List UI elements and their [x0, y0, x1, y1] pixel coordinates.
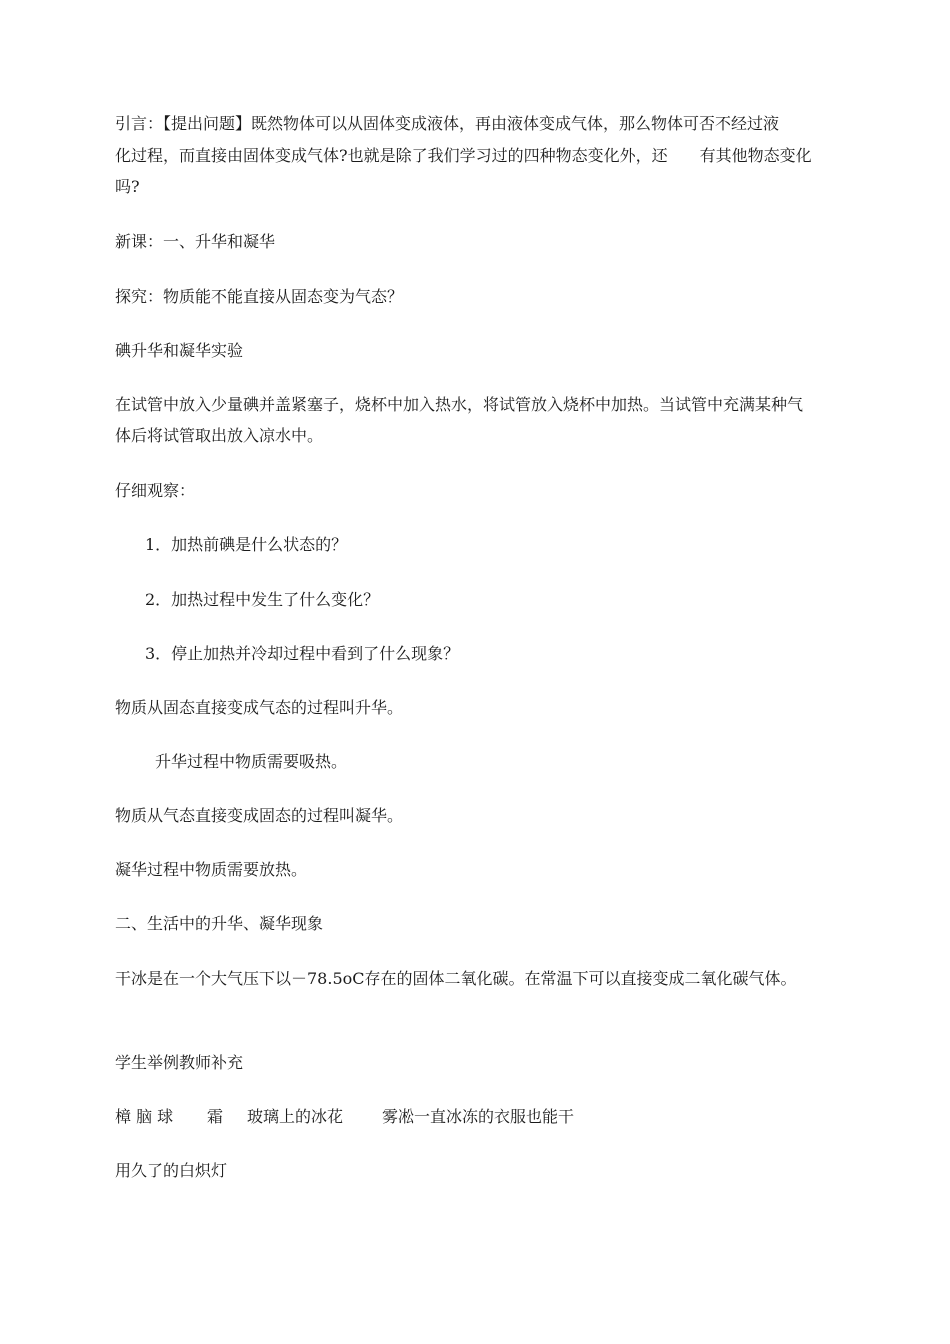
examples-intro: 学生举例教师补充 [115, 1053, 244, 1072]
question-1: 1．加热前碘是什么状态的？ [145, 535, 348, 554]
experiment-title: 碘升华和凝华实验 [115, 341, 244, 360]
deposition-definition: 物质从气态直接变成固态的过程叫凝华。 [115, 806, 404, 825]
sublimation-heat: 升华过程中物质需要吸热。 [155, 752, 348, 771]
deposition-heat: 凝华过程中物质需要放热。 [115, 860, 308, 879]
new-lesson-heading: 新课：一、升华和凝华 [115, 232, 276, 251]
observe-heading: 仔细观察： [115, 481, 196, 500]
example-item: 霜 [207, 1107, 224, 1126]
examples-list [115, 1102, 574, 1132]
question-2: 2．加热过程中发生了什么变化？ [145, 590, 380, 609]
procedure-line-2: 体后将试管取出放入凉水中。 [115, 426, 324, 445]
lamp-example: 用久了的白炽灯 [115, 1161, 228, 1180]
example-item: 玻璃上的冰花 [247, 1107, 344, 1126]
procedure-line-1: 在试管中放入少量碘并盖紧塞子，烧杯中加入热水，将试管放入烧杯中加热。当试管中充满某种气 [115, 395, 804, 414]
intro-line-3: 吗? [115, 177, 140, 196]
section-2-heading: 二、生活中的升华、凝华现象 [115, 914, 324, 933]
question-3: 3．停止加热并冷却过程中看到了什么现象？ [145, 644, 460, 663]
intro-line-2: 化过程，而直接由固体变成气体?也就是除了我们学习过的四种物态变化外，还 有其他物态变化 [115, 146, 812, 165]
example-item: 樟 脑 球 [115, 1107, 174, 1126]
explore-question: 探究：物质能不能直接从固态变为气态？ [115, 287, 404, 306]
example-item: 雾凇一直冰冻的衣服也能干 [382, 1107, 575, 1126]
intro-line-1: 引言：【提出问题】既然物体可以从固体变成液体，再由液体变成气体，那么物体可否不经过液 [115, 114, 780, 133]
sublimation-definition: 物质从固态直接变成气态的过程叫升华。 [115, 698, 404, 717]
dry-ice-paragraph: 干冰是在一个大气压下以－78.5oC存在的固体二氧化碳。在常温下可以直接变成二氧化碳气体。 [115, 969, 797, 988]
